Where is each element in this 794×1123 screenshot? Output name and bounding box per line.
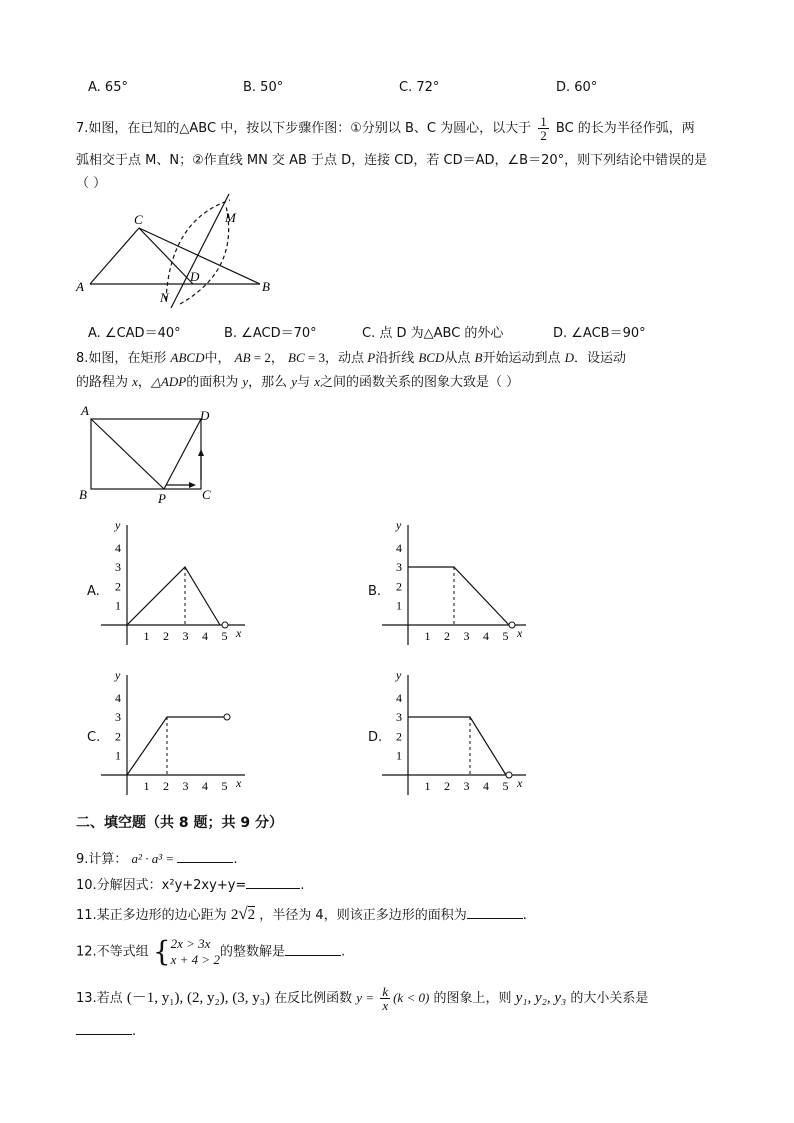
q7-figure	[70, 190, 290, 310]
q7-line3: （ ）	[76, 176, 107, 191]
y-tick-label: 3	[396, 560, 402, 575]
q12-inequality-system: 2x > 3x x + 4 > 2	[170, 936, 220, 967]
q11-answer-blank[interactable]	[467, 906, 523, 919]
q12-answer-blank[interactable]	[285, 943, 341, 956]
x-tick-label: 1	[424, 629, 431, 643]
y-tick-label: 4	[115, 540, 121, 555]
y-tick-label: 1	[115, 598, 121, 613]
x-tick-label: 4	[483, 779, 489, 793]
q9-answer-blank[interactable]	[177, 850, 233, 863]
x-tick-label: 2	[444, 779, 450, 793]
x-tick-label: 4	[202, 629, 208, 643]
q7-fraction: $\frac{1}{2}$	[540, 114, 547, 143]
q11: 11.某正多边形的边心距为 2√2 ，半径为 4，则该正多边形的面积为 .	[76, 904, 527, 923]
q9: 9.计算： a² · a³ = .	[76, 851, 238, 867]
q10: 10.分解因式：x²y+2xy+y= .	[76, 878, 305, 893]
x-tick-label: 5	[221, 779, 228, 793]
q7-label-c: C	[134, 212, 143, 227]
y-axis-label: y	[396, 668, 402, 682]
y-tick-label: 1	[396, 598, 402, 613]
y-tick-label: 2	[396, 579, 402, 594]
y-tick-label: 4	[115, 690, 121, 705]
q8-graph-b	[376, 515, 536, 650]
y-tick-label: 1	[396, 748, 402, 763]
y-tick-label: 2	[396, 729, 402, 744]
x-tick-label: 4	[202, 779, 208, 793]
x-tick-label: 3	[463, 779, 470, 793]
q13-line2: .	[76, 1022, 136, 1039]
x-tick-label: 3	[463, 629, 470, 643]
y-tick-label: 4	[396, 690, 402, 705]
x-axis-label: x	[517, 776, 523, 790]
q6-option-c: C. 72°	[399, 80, 440, 95]
q6-option-d: D. 60°	[556, 80, 598, 95]
y-axis-label: y	[396, 518, 402, 532]
q8-graph-c	[95, 665, 255, 800]
q8-label-d: D	[200, 408, 210, 423]
q8-label-c: C	[202, 487, 211, 502]
x-tick-label: 2	[163, 629, 169, 643]
q8-rectangle-figure	[74, 400, 224, 510]
q7-text-pre: 7.如图，在已知的△ABC 中，按以下步骤作图：①分别以 B、C 为圆心，以大于	[76, 121, 532, 136]
x-tick-label: 3	[182, 629, 189, 643]
q8-label-b: B	[79, 487, 87, 502]
x-tick-label: 5	[502, 629, 509, 643]
q8-graph-d-label: D.	[368, 730, 383, 745]
y-tick-label: 4	[396, 540, 402, 555]
x-axis-label: x	[236, 776, 242, 790]
x-tick-label: 1	[143, 629, 150, 643]
section2-title: 二、填空题（共 8 题；共 9 分）	[76, 815, 283, 831]
y-tick-label: 3	[115, 560, 121, 575]
q7-option-d: D. ∠ACB＝90°	[553, 326, 646, 341]
y-axis-label: y	[115, 518, 121, 532]
q13-answer-blank[interactable]	[76, 1022, 132, 1035]
q6-option-a: A. 65°	[88, 80, 128, 95]
q7-label-a: A	[76, 279, 84, 294]
q8-graph-c-label: C.	[87, 730, 101, 745]
x-axis-label: x	[517, 626, 523, 640]
q8-graph-b-label: B.	[368, 584, 382, 599]
y-tick-label: 2	[115, 579, 121, 594]
x-tick-label: 2	[163, 779, 169, 793]
q7-label-b: B	[262, 279, 270, 294]
y-axis-label: y	[115, 668, 121, 682]
q7-option-c: C. 点 D 为△ABC 的外心	[362, 326, 504, 341]
x-tick-label: 4	[483, 629, 489, 643]
x-tick-label: 5	[221, 629, 228, 643]
y-tick-label: 3	[115, 710, 121, 725]
q13-fraction: $\frac{k}{x}$	[382, 984, 389, 1013]
q7-line2: 弧相交于点 M、N；②作直线 MN 交 AB 于点 D，连接 CD，若 CD＝AD，∠B＝20°，则下列结论中错误的是	[76, 153, 708, 168]
q8-label-a: A	[81, 403, 89, 418]
q7-option-a: A. ∠CAD＝40°	[88, 326, 181, 341]
x-tick-label: 2	[444, 629, 450, 643]
y-tick-label: 2	[115, 729, 121, 744]
x-axis-label: x	[236, 626, 242, 640]
y-tick-label: 1	[115, 748, 121, 763]
q8-graph-a-label: A.	[87, 584, 100, 599]
q7-label-d: D	[190, 269, 200, 284]
q7-label-m: M	[225, 210, 236, 225]
q8-graph-a	[95, 515, 255, 650]
x-tick-label: 1	[143, 779, 150, 793]
x-tick-label: 1	[424, 779, 431, 793]
x-tick-label: 3	[182, 779, 189, 793]
q12: 12.不等式组 {2x > 3x x + 4 > 2的整数解是 .	[76, 935, 346, 968]
q8-line2: 的路程为 x，△ADP的面积为 y，那么 y与 x之间的函数关系的图象大致是（ ）	[76, 374, 520, 390]
q6-option-b: B. 50°	[243, 80, 284, 95]
q7-line1	[76, 115, 695, 142]
x-tick-label: 5	[502, 779, 509, 793]
q8-label-p: P	[158, 491, 166, 506]
q8-line1: 8.如图，在矩形 ABCD中， AB = 2， BC = 3，动点 P沿折线 BCD从点 B开始运动到点 D．设运动	[76, 350, 626, 366]
y-tick-label: 3	[396, 710, 402, 725]
q13-line1: 13.若点 (－1, y₁), (2, y₂), (3, y₃) 在反比例函数 y = $\frac{k}{x}$ (k < 0) 的图象上，则 y₁, y₂, y₃ 的大小关系是	[76, 984, 649, 1013]
q7-text-post: BC 的长为半径作弧，两	[555, 121, 695, 136]
q10-answer-blank[interactable]	[246, 876, 300, 889]
q8-graph-d	[376, 665, 536, 800]
q7-option-b: B. ∠ACD＝70°	[224, 326, 317, 341]
q7-label-n: N	[160, 290, 169, 305]
